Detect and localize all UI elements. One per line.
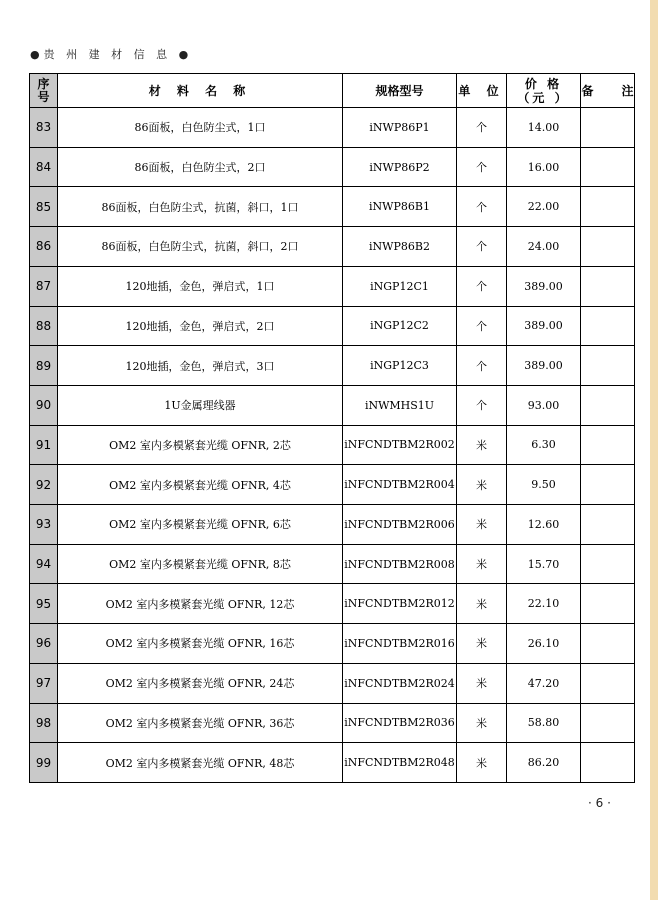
seq-cell: 92 (30, 465, 58, 505)
seq-cell: 88 (30, 306, 58, 346)
material-name-cell: OM2 室内多模紧套光缆 OFNR, 4芯 (58, 465, 343, 505)
page-edge-strip (650, 0, 658, 900)
table-row (30, 385, 635, 425)
table-row (30, 187, 635, 227)
material-name-cell: 120地插，金色，弹启式，2口 (58, 306, 343, 346)
material-name-cell: 120地插，金色，弹启式，1口 (58, 266, 343, 306)
seq-cell: 97 (30, 663, 58, 703)
note-cell (581, 306, 635, 346)
table-row (30, 266, 635, 306)
model-cell: iNFCNDTBM2R012 (343, 584, 457, 624)
model-cell: iNFCNDTBM2R006 (343, 505, 457, 545)
material-name-cell: OM2 室内多模紧套光缆 OFNR, 6芯 (58, 505, 343, 545)
table-row (30, 505, 635, 545)
header-price-line2: （元 ） (517, 90, 570, 105)
model-cell: iNFCNDTBM2R004 (343, 465, 457, 505)
price-table (29, 73, 635, 783)
model-cell: iNFCNDTBM2R016 (343, 624, 457, 664)
unit-cell: 个 (457, 306, 507, 346)
price-cell: 389.00 (507, 306, 581, 346)
table-row (30, 624, 635, 664)
model-cell: iNFCNDTBM2R002 (343, 425, 457, 465)
note-cell (581, 187, 635, 227)
table-row (30, 703, 635, 743)
table-row (30, 544, 635, 584)
note-cell (581, 385, 635, 425)
header-note-left: 备 (581, 84, 594, 98)
price-cell: 26.10 (507, 624, 581, 664)
material-name-cell: 1U金属理线器 (58, 385, 343, 425)
unit-cell: 个 (457, 147, 507, 187)
unit-cell: 个 (457, 346, 507, 386)
unit-cell: 个 (457, 187, 507, 227)
unit-cell: 米 (457, 584, 507, 624)
price-cell: 58.80 (507, 703, 581, 743)
unit-cell: 个 (457, 385, 507, 425)
model-cell: iNFCNDTBM2R036 (343, 703, 457, 743)
note-cell (581, 147, 635, 187)
table-row (30, 584, 635, 624)
note-cell (581, 266, 635, 306)
header-note-right: 注 (621, 84, 634, 98)
table-body (30, 108, 635, 783)
note-cell (581, 703, 635, 743)
model-cell: iNWP86P1 (343, 108, 457, 148)
unit-cell: 米 (457, 703, 507, 743)
note-cell (581, 505, 635, 545)
seq-cell: 94 (30, 544, 58, 584)
price-cell: 389.00 (507, 346, 581, 386)
note-cell (581, 108, 635, 148)
price-cell: 9.50 (507, 465, 581, 505)
material-name-cell: OM2 室内多模紧套光缆 OFNR, 2芯 (58, 425, 343, 465)
table-row (30, 425, 635, 465)
model-cell: iNGP12C2 (343, 306, 457, 346)
unit-cell: 米 (457, 743, 507, 783)
seq-cell: 85 (30, 187, 58, 227)
material-name-cell: 86面板，白色防尘式，抗菌，斜口，1口 (58, 187, 343, 227)
table-row (30, 743, 635, 783)
seq-cell: 93 (30, 505, 58, 545)
price-cell: 86.20 (507, 743, 581, 783)
header-seq-line2: 号 (37, 89, 50, 104)
unit-cell: 米 (457, 663, 507, 703)
publication-header: ●贵 州 建 材 信 息 ● (30, 48, 193, 61)
note-cell (581, 465, 635, 505)
note-cell (581, 624, 635, 664)
unit-cell: 米 (457, 624, 507, 664)
price-cell: 389.00 (507, 266, 581, 306)
table-row (30, 306, 635, 346)
table-row (30, 465, 635, 505)
seq-cell: 91 (30, 425, 58, 465)
material-name-cell: OM2 室内多模紧套光缆 OFNR, 16芯 (58, 624, 343, 664)
seq-cell: 83 (30, 108, 58, 148)
table-row (30, 227, 635, 267)
price-cell: 24.00 (507, 227, 581, 267)
price-cell: 22.10 (507, 584, 581, 624)
price-cell: 16.00 (507, 147, 581, 187)
table-row (30, 346, 635, 386)
note-cell (581, 743, 635, 783)
table-row (30, 147, 635, 187)
unit-cell: 米 (457, 505, 507, 545)
unit-cell: 米 (457, 425, 507, 465)
price-cell: 93.00 (507, 385, 581, 425)
model-cell: iNWP86B2 (343, 227, 457, 267)
unit-cell: 个 (457, 108, 507, 148)
unit-cell: 个 (457, 266, 507, 306)
unit-cell: 米 (457, 544, 507, 584)
header-price-line1: 价 格 (524, 76, 563, 91)
model-cell: iNFCNDTBM2R008 (343, 544, 457, 584)
note-cell (581, 346, 635, 386)
material-name-cell: 86面板，白色防尘式，2口 (58, 147, 343, 187)
seq-cell: 89 (30, 346, 58, 386)
page-number: · 6 · (588, 796, 611, 810)
material-name-cell: 120地插，金色，弹启式，3口 (58, 346, 343, 386)
material-name-cell: OM2 室内多模紧套光缆 OFNR, 24芯 (58, 663, 343, 703)
model-cell: iNFCNDTBM2R048 (343, 743, 457, 783)
model-cell: iNWP86B1 (343, 187, 457, 227)
header-material-name: 材 料 名 称 (58, 74, 343, 108)
table-row (30, 663, 635, 703)
model-cell: iNFCNDTBM2R024 (343, 663, 457, 703)
unit-cell: 个 (457, 227, 507, 267)
price-cell: 14.00 (507, 108, 581, 148)
seq-cell: 86 (30, 227, 58, 267)
seq-cell: 96 (30, 624, 58, 664)
header-price (507, 74, 581, 108)
header-model: 规格型号 (343, 74, 457, 108)
seq-cell: 87 (30, 266, 58, 306)
material-name-cell: 86面板，白色防尘式，抗菌，斜口，2口 (58, 227, 343, 267)
table-row (30, 108, 635, 148)
price-cell: 6.30 (507, 425, 581, 465)
seq-cell: 90 (30, 385, 58, 425)
seq-cell: 98 (30, 703, 58, 743)
material-name-cell: OM2 室内多模紧套光缆 OFNR, 36芯 (58, 703, 343, 743)
price-cell: 22.00 (507, 187, 581, 227)
model-cell: iNWMHS1U (343, 385, 457, 425)
note-cell (581, 544, 635, 584)
table-header-row (30, 74, 635, 108)
material-name-cell: OM2 室内多模紧套光缆 OFNR, 12芯 (58, 584, 343, 624)
price-cell: 15.70 (507, 544, 581, 584)
material-name-cell: 86面板，白色防尘式，1口 (58, 108, 343, 148)
note-cell (581, 663, 635, 703)
note-cell (581, 425, 635, 465)
seq-cell: 84 (30, 147, 58, 187)
header-unit: 单 位 (457, 74, 507, 108)
header-seq-line1: 序 (37, 76, 50, 91)
note-cell (581, 584, 635, 624)
price-cell: 47.20 (507, 663, 581, 703)
unit-cell: 米 (457, 465, 507, 505)
model-cell: iNGP12C3 (343, 346, 457, 386)
header-note (581, 74, 635, 108)
header-seq (30, 74, 58, 108)
material-name-cell: OM2 室内多模紧套光缆 OFNR, 48芯 (58, 743, 343, 783)
model-cell: iNWP86P2 (343, 147, 457, 187)
model-cell: iNGP12C1 (343, 266, 457, 306)
seq-cell: 95 (30, 584, 58, 624)
note-cell (581, 227, 635, 267)
material-name-cell: OM2 室内多模紧套光缆 OFNR, 8芯 (58, 544, 343, 584)
seq-cell: 99 (30, 743, 58, 783)
price-cell: 12.60 (507, 505, 581, 545)
